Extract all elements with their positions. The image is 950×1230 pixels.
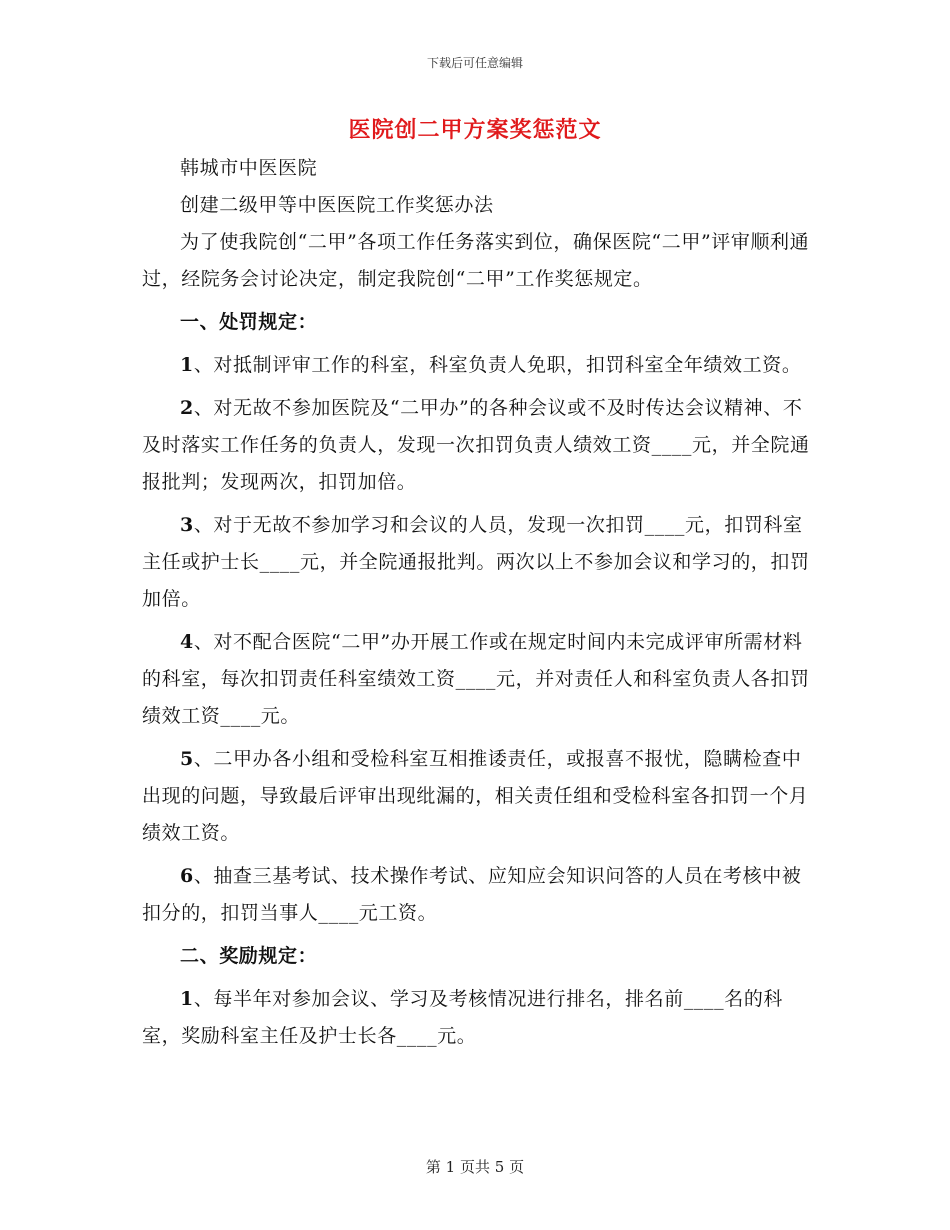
item-number: 4	[180, 631, 194, 653]
item-text: 、抽查三基考试、技术操作考试、应知应会知识问答的人员在考核中被扣分的，扣罚当事人____元工资。	[142, 865, 802, 924]
header-note: 下载后可任意编辑	[426, 56, 523, 70]
item-number: 5	[180, 748, 194, 770]
section-heading-penalties: 一、处罚规定：	[180, 311, 318, 333]
regulation-name: 创建二级甲等中医医院工作奖惩办法	[180, 194, 494, 216]
penalty-item-5	[142, 741, 810, 852]
penalty-item-6	[142, 858, 810, 932]
item-number: 2	[180, 397, 194, 419]
intro-paragraph: 为了使我院创“二甲”各项工作任务落实到位，确保医院“二甲”评审顺利通过，经院务会讨论决定，制定我院创“二甲”工作奖惩规定。	[142, 231, 810, 290]
document-body	[142, 150, 810, 1055]
section-heading-rewards: 二、奖励规定：	[180, 945, 318, 967]
org-name: 韩城市中医医院	[180, 157, 318, 179]
item-text: 、对不配合医院“二甲”办开展工作或在规定时间内未完成评审所需材料的科室，每次扣罚责任科室绩效工资____元，并对责任人和科室负责人各扣罚绩效工资____元。	[142, 631, 810, 727]
item-text: 、对无故不参加医院及“二甲办”的各种会议或不及时传达会议精神、不及时落实工作任务的负责人，发现一次扣罚负责人绩效工资____元，并全院通报批判；发现两次，扣罚加倍。	[142, 397, 810, 493]
document-title: 医院创二甲方案奖惩范文	[348, 117, 602, 143]
item-number: 1	[180, 354, 194, 376]
reward-item-1	[142, 981, 810, 1055]
page-footer: 第 1 页共 5 页	[425, 1158, 525, 1176]
item-text: 、每半年对参加会议、学习及考核情况进行排名，排名前____名的科室，奖励科室主任及护士长各____元。	[142, 988, 784, 1047]
item-text: 、对于无故不参加学习和会议的人员，发现一次扣罚____元，扣罚科室主任或护士长____元，并全院通报批判。两次以上不参加会议和学习的，扣罚加倍。	[142, 514, 810, 610]
penalty-item-4	[142, 624, 810, 735]
item-number: 3	[180, 514, 194, 536]
item-text: 、二甲办各小组和受检科室互相推诿责任，或报喜不报忧，隐瞒检查中出现的问题，导致最后评审出现纰漏的，相关责任组和受检科室各扣罚一个月绩效工资。	[142, 748, 809, 844]
penalty-item-1	[142, 347, 810, 384]
penalty-item-2	[142, 390, 810, 501]
item-text: 、对抵制评审工作的科室，科室负责人免职，扣罚科室全年绩效工资。	[193, 354, 802, 376]
penalty-item-3	[142, 507, 810, 618]
item-number: 6	[180, 865, 194, 887]
item-number: 1	[180, 988, 194, 1010]
